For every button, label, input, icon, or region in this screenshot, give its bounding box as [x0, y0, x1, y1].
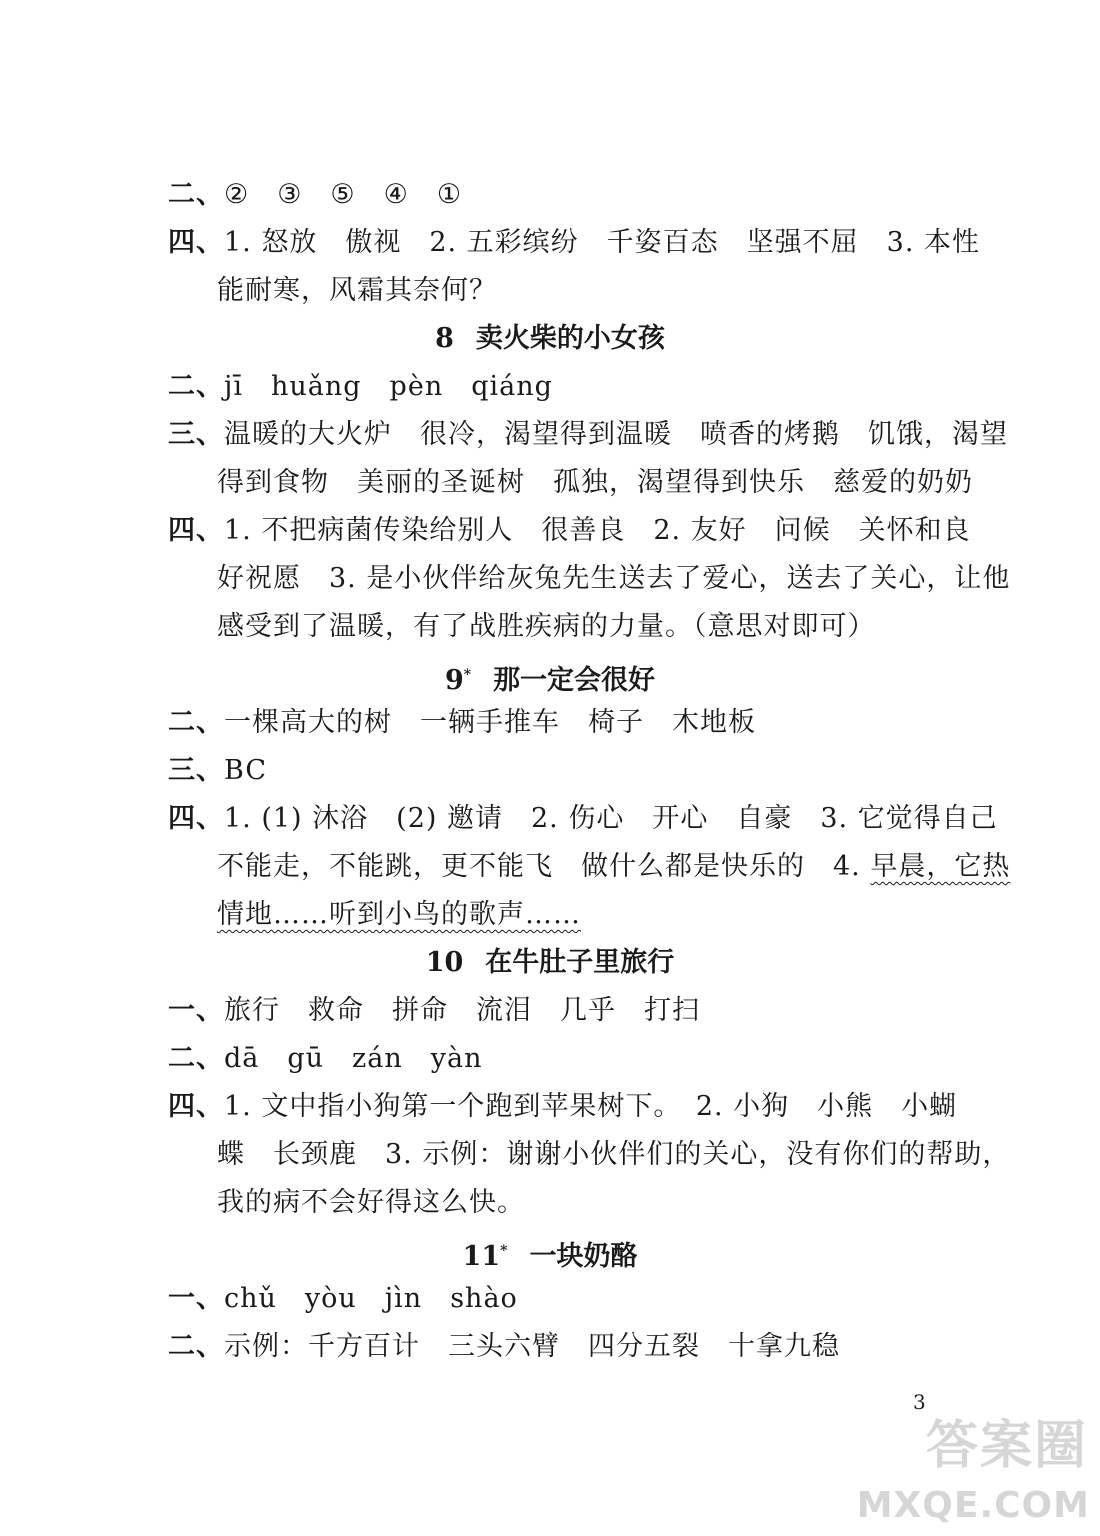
answer-text: 得到食物 美丽的圣诞树 孤独，渴望得到快乐 慈爱的奶奶: [217, 467, 973, 498]
answer-line: [168, 987, 938, 1035]
answer-line: [168, 747, 938, 795]
section-label: 一、: [168, 1283, 224, 1314]
answer-text: 我的病不会好得这么快。: [217, 1187, 525, 1218]
section-label: 二、: [168, 707, 224, 738]
section-label: 四、: [168, 803, 224, 834]
page-number: 3: [913, 1390, 926, 1414]
lesson-title: 一块奶酪: [529, 1241, 638, 1272]
lesson-heading: [0, 1227, 1100, 1281]
lesson-number: 11*: [462, 1241, 508, 1272]
lesson-title: 卖火柴的小女孩: [475, 323, 665, 354]
answer-text: 温暖的大火炉 很冷，渴望得到温暖 喷香的烤鹅 饥饿，渴望: [224, 419, 1008, 450]
answer-text: 1. (1) 沐浴 (2) 邀请 2. 伤心 开心 自豪 3. 它觉得自己: [224, 803, 998, 834]
answer-text: 1. 不把病菌传染给别人 很善良 2. 友好 问候 关怀和良: [224, 515, 971, 546]
watermark-text: 答案圈: [925, 1416, 1088, 1476]
answer-text: 1. 文中指小狗第一个跑到苹果树下。 2. 小狗 小熊 小蝴: [224, 1091, 958, 1122]
optional-lesson-mark: *: [463, 667, 472, 683]
answer-line: [217, 459, 973, 507]
answer-text: jī huǎng pèn qiáng: [224, 371, 553, 402]
answer-line: [168, 363, 938, 411]
optional-lesson-mark: *: [500, 1243, 508, 1259]
section-label: 二、: [168, 1331, 224, 1362]
lesson-heading: [0, 651, 1100, 705]
answer-text: 好祝愿 3. 是小伙伴给灰兔先生送去了爱心，送去了关心，让他: [217, 563, 1011, 594]
answer-text: 蝶 长颈鹿 3. 示例：谢谢小伙伴们的关心，没有你们的帮助，: [217, 1139, 1011, 1170]
answer-text: 旅行 救命 拼命 流泪 几乎 打扫: [224, 995, 700, 1026]
answer-line: [168, 1083, 958, 1131]
watermark-logo: [856, 1416, 1100, 1536]
section-label: 四、: [168, 227, 224, 258]
answer-line: [168, 795, 998, 843]
watermark-url: MXQE.COM: [856, 1485, 1090, 1526]
answer-line: [217, 843, 1011, 891]
answer-text: BC: [224, 755, 268, 786]
section-label: 三、: [168, 419, 224, 450]
answer-text: 示例：千方百计 三头六臂 四分五裂 十拿九稳: [224, 1331, 840, 1362]
answer-line: [168, 1035, 938, 1083]
lesson-heading: [0, 939, 1100, 987]
section-label: 四、: [168, 515, 224, 546]
lesson-heading: [0, 315, 1100, 363]
answer-line: [217, 555, 1011, 603]
answer-line: [217, 1179, 938, 1227]
wavy-underlined-text: 早晨，它热: [870, 851, 1011, 882]
answer-line: [217, 1131, 1011, 1179]
answer-line: [217, 267, 938, 315]
answer-line: [168, 1275, 938, 1323]
lesson-number: 8: [435, 323, 454, 354]
answer-text: 感受到了温暖，有了战胜疾病的力量。（意思对即可）: [217, 611, 876, 642]
section-label: 二、: [168, 179, 224, 210]
answer-text: 能耐寒，风霜其奈何？: [217, 275, 497, 306]
answer-text: ② ③ ⑤ ④ ①: [224, 179, 463, 210]
answer-text: chǔ yòu jìn shào: [224, 1283, 518, 1314]
section-label: 四、: [168, 1091, 224, 1122]
answer-line: [168, 507, 971, 555]
answer-text: dā gū zán yàn: [224, 1043, 483, 1074]
section-label: 三、: [168, 755, 224, 786]
lesson-number: 9*: [444, 665, 472, 696]
answer-line: [168, 1323, 938, 1371]
wavy-underlined-text: 情地……听到小鸟的歌声……: [217, 899, 581, 930]
answer-line: [168, 219, 981, 267]
section-label: 二、: [168, 1043, 224, 1074]
section-label: 二、: [168, 371, 224, 402]
lesson-title: 在牛肚子里旅行: [485, 947, 675, 978]
answer-text: 不能走，不能跳，更不能飞 做什么都是快乐的 4.: [217, 851, 861, 882]
answer-text: 1. 怒放 傲视 2. 五彩缤纷 千姿百态 坚强不屈 3. 本性: [224, 227, 981, 258]
lesson-title: 那一定会很好: [493, 665, 656, 696]
answer-line: [168, 171, 938, 219]
answer-line: [217, 603, 938, 651]
answer-line: [217, 891, 938, 939]
answer-line: [168, 411, 1008, 459]
lesson-number: 10: [425, 947, 464, 978]
answer-text: 一棵高大的树 一辆手推车 椅子 木地板: [224, 707, 756, 738]
answer-line: [168, 699, 938, 747]
section-label: 一、: [168, 995, 224, 1026]
